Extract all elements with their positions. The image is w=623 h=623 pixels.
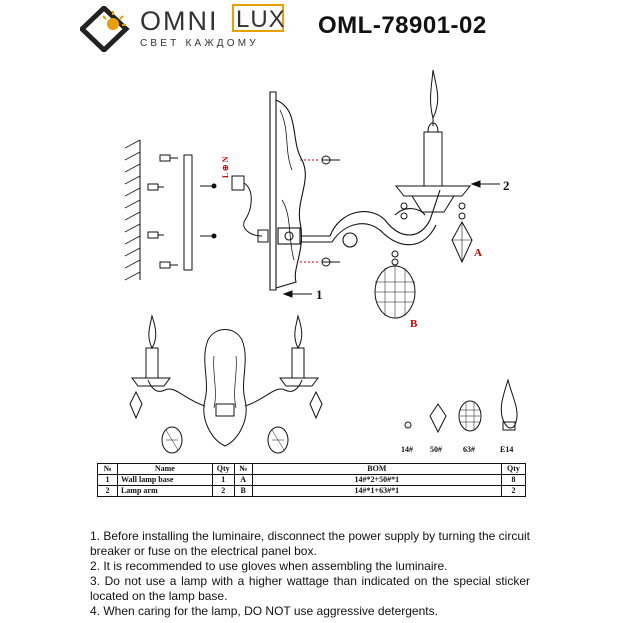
table-cell: Wall lamp base: [117, 475, 212, 486]
table-cell: 2: [212, 486, 234, 497]
header-cell: №: [234, 464, 252, 475]
table-cell: Lamp arm: [117, 486, 212, 497]
e14-label: E14: [500, 445, 514, 454]
note-item: 4. When caring for the lamp, DO NOT use aggressive detergents.: [90, 604, 438, 618]
label-a: A: [474, 247, 482, 259]
callout-1: 1: [316, 287, 323, 302]
part-14-label: 14#: [401, 445, 413, 454]
header-cell: №: [98, 464, 118, 475]
table-cell: 8: [501, 475, 525, 486]
model-number: OML-78901-02: [318, 12, 487, 39]
part-50-icon: [430, 404, 446, 432]
part-50-label: 50#: [430, 445, 442, 454]
front-view-fixture: [130, 316, 322, 453]
header-cell: Qty: [501, 464, 525, 475]
brand-lux: LUX: [236, 6, 286, 33]
wire-label: L ⊕ N: [221, 156, 230, 178]
table-cell: 2: [501, 486, 525, 497]
table-cell: 14#*2+50#*1: [252, 475, 501, 486]
parts-icons: [405, 380, 517, 432]
header-cell: Name: [117, 464, 212, 475]
wall-base: [270, 92, 305, 290]
wall-hatch: [125, 140, 140, 280]
safety-notes: [90, 529, 530, 619]
part-63-label: 63#: [463, 445, 475, 454]
callout-2: 2: [503, 178, 510, 193]
table-cell: 1: [98, 475, 118, 486]
header-cell: Qty: [212, 464, 234, 475]
table-cell: 14#*1+63#*1: [252, 486, 501, 497]
part-14-icon: [405, 422, 411, 428]
table-cell: 1: [212, 475, 234, 486]
table-row: [98, 475, 526, 486]
table-row: [98, 486, 526, 497]
label-b: B: [410, 318, 418, 330]
lamp-arm: [300, 190, 440, 247]
wall-anchors: [148, 155, 178, 268]
plate-screws: [200, 184, 216, 238]
crystal-b: [375, 251, 415, 318]
bom-table: [97, 463, 526, 497]
table-header-row: [98, 464, 526, 475]
e14-bulb-icon: [501, 380, 517, 428]
assembly-diagram: [0, 60, 623, 460]
header-cell: BOM: [252, 464, 501, 475]
brand-tagline: СВЕТ КАЖДОМУ: [140, 38, 259, 49]
mounting-plate: [184, 155, 192, 270]
table-cell: B: [234, 486, 252, 497]
note-item: 3. Do not use a lamp with a higher wattage than indicated on the special sticker located on the lamp base.: [90, 574, 530, 603]
wire-terminal: [232, 176, 268, 242]
logo-icon: [80, 6, 136, 52]
base-screws: [300, 156, 340, 266]
table-cell: 2: [98, 486, 118, 497]
table-cell: A: [234, 475, 252, 486]
note-item: 1. Before installing the luminaire, disconnect the power supply by turning the circuit breaker or fuse on the electrical panel box.: [90, 529, 530, 558]
note-item: 2. It is recommended to use gloves when assembling the luminaire.: [90, 559, 448, 573]
candle-holder: [396, 70, 470, 212]
brand-omni: OMNI: [140, 6, 219, 36]
